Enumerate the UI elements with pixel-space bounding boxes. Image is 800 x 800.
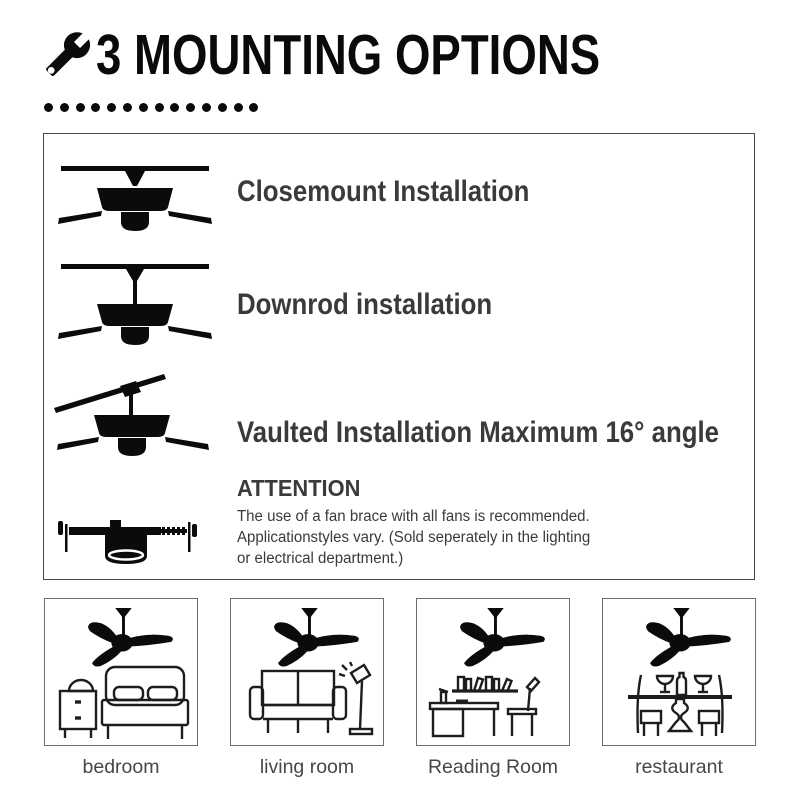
living-room-scene-icon <box>238 661 378 741</box>
attention-text-line: The use of a fan brace with all fans is recommended. <box>237 508 590 525</box>
divider-dot <box>234 103 243 112</box>
divider-dot <box>60 103 69 112</box>
room-card-reading-room <box>416 598 570 746</box>
vaulted-fan-icon <box>50 368 230 460</box>
fan-brace-icon <box>55 498 220 578</box>
room-label-living-room: living room <box>259 756 355 778</box>
room-card-bedroom <box>44 598 198 746</box>
page-title: 3 MOUNTING OPTIONS <box>96 23 601 87</box>
divider-dot <box>107 103 116 112</box>
bedroom-scene-icon <box>52 661 192 741</box>
ceiling-fan-icon <box>623 607 739 667</box>
divider-dot <box>76 103 85 112</box>
room-label-bedroom: bedroom <box>82 756 160 778</box>
mounting-option-label-closemount: Closemount Installation <box>237 175 530 208</box>
mounting-option-label-vaulted: Vaulted Installation Maximum 16° angle <box>237 416 720 449</box>
downrod-fan-icon <box>55 258 215 350</box>
room-label-restaurant: restaurant <box>635 756 723 778</box>
wrench-icon <box>44 30 92 78</box>
divider-dot <box>249 103 258 112</box>
restaurant-scene-icon <box>610 661 750 741</box>
ceiling-fan-icon <box>251 607 367 667</box>
reading-room-scene-icon <box>424 661 564 741</box>
dotted-divider <box>44 99 265 109</box>
divider-dot <box>155 103 164 112</box>
divider-dot <box>123 103 132 112</box>
divider-dot <box>170 103 179 112</box>
divider-dot <box>202 103 211 112</box>
room-label-reading-room: Reading Room <box>427 756 559 778</box>
ceiling-fan-icon <box>437 607 553 667</box>
divider-dot <box>139 103 148 112</box>
divider-dot <box>44 103 53 112</box>
divider-dot <box>186 103 195 112</box>
closemount-fan-icon <box>55 152 215 240</box>
attention-text-line: or electrical department.) <box>237 550 404 567</box>
attention-text-line: Applicationstyles vary. (Sold seperately in the lighting <box>237 529 591 546</box>
divider-dot <box>91 103 100 112</box>
ceiling-fan-icon <box>65 607 181 667</box>
room-card-restaurant <box>602 598 756 746</box>
attention-heading: ATTENTION <box>237 475 361 501</box>
room-card-living-room <box>230 598 384 746</box>
mounting-option-label-downrod: Downrod installation <box>237 288 493 321</box>
divider-dot <box>218 103 227 112</box>
